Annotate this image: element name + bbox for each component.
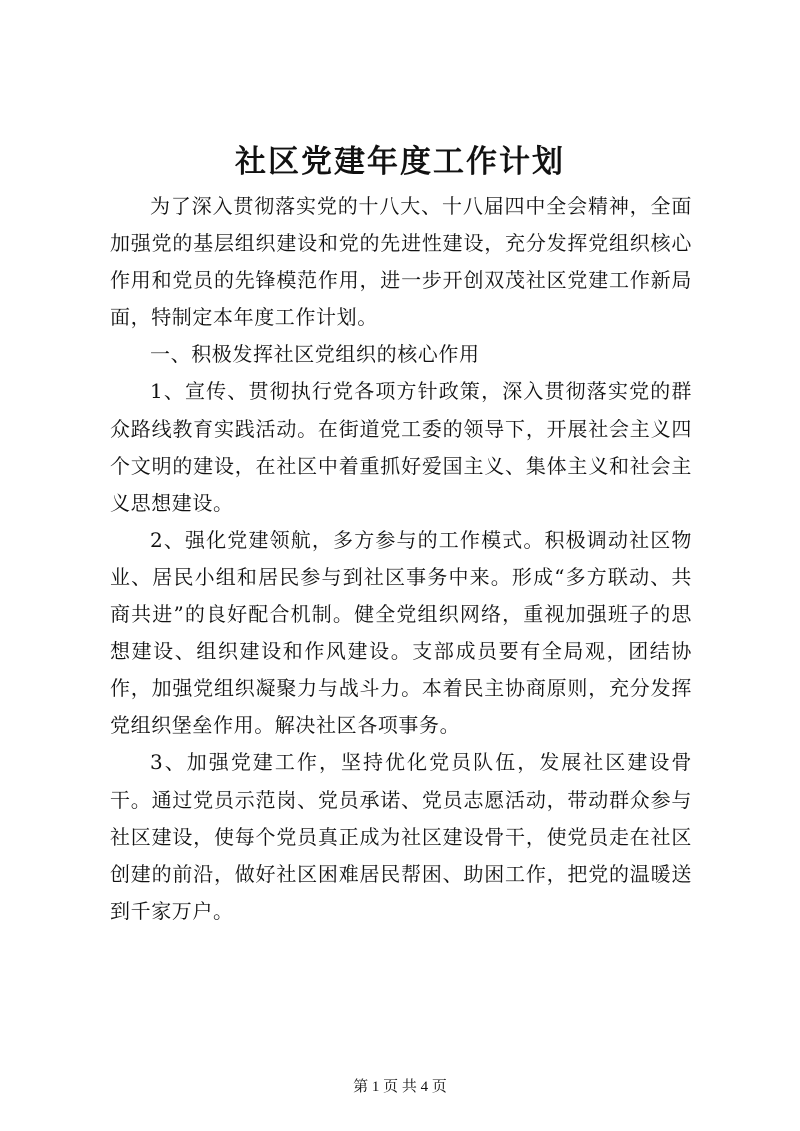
item-1-paragraph: 1、宣传、贯彻执行党各项方针政策，深入贯彻落实党的群众路线教育实践活动。在街道党工委的领导下，开展社会主义四个文明的建设，在社区中着重抓好爱国主义、集体主义和社会主义思想建设。 bbox=[110, 379, 692, 515]
page-footer bbox=[0, 1076, 800, 1098]
item-3-paragraph: 3、加强党建工作，坚持优化党员队伍，发展社区建设骨干。通过党员示范岗、党员承诺、党员志愿活动，带动群众参与社区建设，使每个党员真正成为社区建设骨干，使党员走在社区创建的前沿，做好社区困难居民帮困、助困工作，把党的温暖送到千家万户。 bbox=[110, 750, 692, 923]
document-title: 社区党建年度工作计划 bbox=[235, 144, 565, 180]
page-indicator: 第 1 页 共 4 页 bbox=[353, 1079, 447, 1095]
section-heading: 一、积极发挥社区党组织的核心作用 bbox=[150, 342, 480, 367]
document-body bbox=[110, 188, 692, 930]
item-2-paragraph: 2、强化党建领航，多方参与的工作模式。积极调动社区物业、居民小组和居民参与到社区事务中来。形成“多方联动、共商共进”的良好配合机制。健全党组织网络，重视加强班子的思想建设、组织建设和作风建设。支部成员要有全局观，团结协作，加强党组织凝聚力与战斗力。本着民主协商原则，充分发挥党组织堡垒作用。解决社区各项事务。 bbox=[110, 527, 692, 738]
intro-paragraph: 为了深入贯彻落实党的十八大、十八届四中全会精神，全面加强党的基层组织建设和党的先进性建设，充分发挥党组织核心作用和党员的先锋模范作用，进一步开创双茂社区党建工作新局面，特制定本年度工作计划。 bbox=[110, 194, 692, 330]
